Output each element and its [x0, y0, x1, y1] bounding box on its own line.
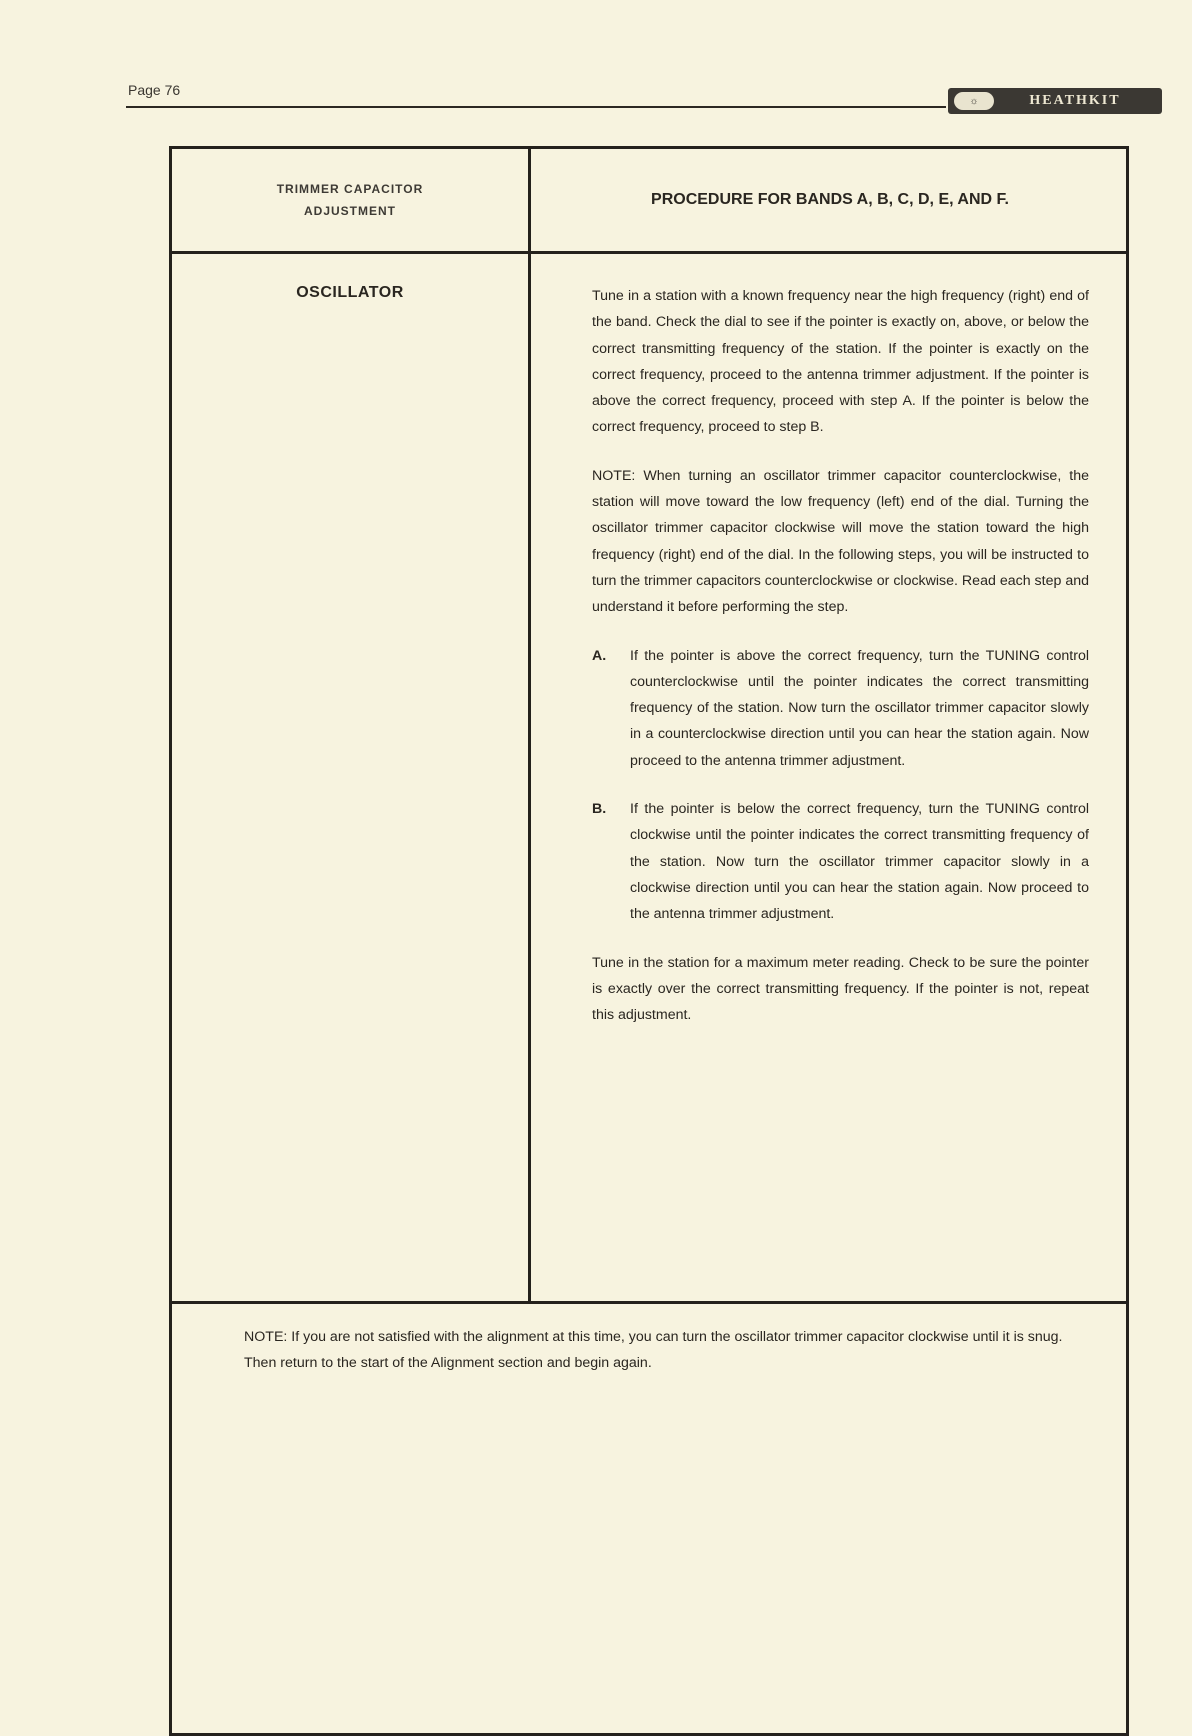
- header-rule: [126, 106, 946, 108]
- step-a: [592, 643, 1089, 774]
- heathkit-logo: [948, 88, 1162, 114]
- column-header-procedure: PROCEDURE FOR BANDS A, B, C, D, E, AND F.: [651, 191, 1009, 208]
- column-header-line-1: TRIMMER CAPACITOR: [276, 182, 424, 196]
- step-text: If the pointer is below the correct frequency, turn the TUNING control clockwise until the pointer indicates the correct transmitting frequency of the station. Now turn the oscillator trimmer capacitor slowly in a clockwise direction until you can hear the station again. Now proceed to the antenna trimmer adjustment.: [630, 801, 1089, 923]
- row-label-oscillator: OSCILLATOR: [296, 284, 404, 301]
- step-b: [592, 796, 1089, 927]
- header-divider: [172, 251, 1126, 254]
- footer-divider: [172, 1301, 1126, 1304]
- intro-paragraph: Tune in a station with a known frequency near the high frequency (right) end of the band. Check the dial to see if the pointer is exactly on, above, or below the correct transmitting frequency of the station. If the pointer is exactly on the correct frequency, proceed to the antenna trimmer adjustment. If the pointer is above the correct frequency, proceed with step A. If the pointer is below the correct frequency, proceed to step B.: [592, 288, 1089, 436]
- step-text: If the pointer is above the correct frequency, turn the TUNING control counterclockwise until the pointer indicates the correct transmitting frequency of the station. Now turn the oscillator trimmer capacitor slowly in a counterclockwise direction until you can hear the station again. Now proceed to the antenna trimmer adjustment.: [630, 647, 1089, 769]
- page-header: [0, 0, 1192, 130]
- logo-sun-icon: ☼: [954, 92, 994, 110]
- footnote: NOTE: If you are not satisfied with the alignment at this time, you can turn the oscillator trimmer capacitor clockwise until it is snug. Then return to the start of the Alignment section and begin again.: [244, 1329, 1063, 1371]
- step-label: B.: [592, 801, 607, 818]
- logo-text: HEATHKIT: [1029, 93, 1121, 108]
- page-number: Page 76: [128, 82, 181, 98]
- procedure-text: [592, 283, 1089, 1050]
- column-divider: [528, 149, 531, 1301]
- column-header-adjustment: [172, 149, 528, 251]
- alignment-table: [169, 146, 1129, 1736]
- note-paragraph: NOTE: When turning an oscillator trimmer capacitor counterclockwise, the station will move toward the low frequency (left) end of the dial. Turning the oscillator trimmer capacitor clockwise will move the station toward the high frequency (right) end of the dial. In the following steps, you will be instructed to turn the trimmer capacitors counterclockwise or clockwise. Read each step and understand it before performing the step.: [592, 467, 1089, 616]
- step-label: A.: [592, 647, 607, 664]
- final-paragraph: Tune in the station for a maximum meter reading. Check to be sure the pointer is exactly over the correct transmitting frequency. If the pointer is not, repeat this adjustment.: [592, 954, 1089, 1024]
- column-header-line-2: ADJUSTMENT: [303, 204, 396, 218]
